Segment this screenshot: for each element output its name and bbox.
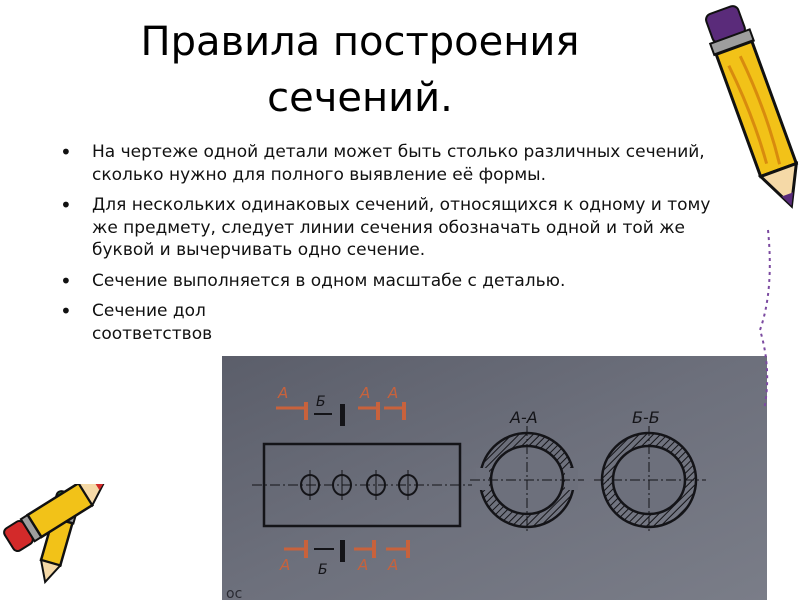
slide-title — [60, 14, 660, 126]
corner-text: ос — [226, 586, 243, 600]
marker-label-b: Б — [318, 562, 328, 578]
marker-label-b: Б — [316, 394, 326, 410]
bullet-item: • На чертеже одной детали может быть столько различных сечений, сколько нужно для полного выявление её формы. — [60, 141, 730, 186]
marker-label-a: А — [388, 384, 399, 402]
bullet-item — [60, 300, 730, 345]
bullet-text-fragment: соответствов — [92, 323, 213, 344]
marker-label-a: А — [360, 384, 371, 402]
bullet-list — [60, 141, 730, 353]
bullet-text-fragment: Сечение дол — [92, 301, 206, 321]
title-line-1: Правила построения — [140, 19, 580, 65]
section-label-bb: Б-Б — [632, 408, 660, 427]
bullet-item: • Сечение выполняется в одном масштабе с деталью. — [60, 270, 730, 293]
bullet-item: • Для нескольких одинаковых сечений, относящихся к одному и тому же предмету, следует линии сечения обозначать одной и той же буквой и вычерчивать одно сечение. — [60, 194, 730, 262]
pencil-icon — [660, 0, 800, 420]
marker-label-a: А — [280, 556, 291, 574]
title-line-2: сечений. — [267, 75, 453, 121]
pencil-icon — [0, 484, 130, 590]
section-label-aa: А-А — [510, 408, 538, 427]
marker-label-a: А — [358, 556, 369, 574]
marker-label-a: А — [278, 384, 289, 402]
marker-label-a: А — [388, 556, 399, 574]
